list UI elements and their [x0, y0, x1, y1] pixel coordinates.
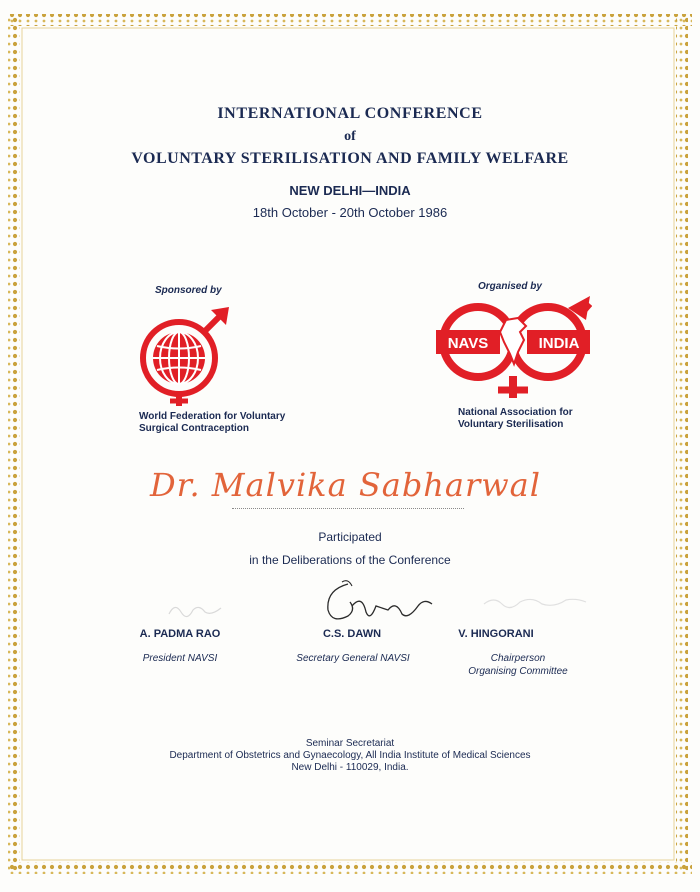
- conference-dates: 18th October - 20th October 1986: [252, 205, 448, 220]
- secretariat-heading: Seminar Secretariat: [305, 738, 395, 749]
- india-logo-text: INDIA: [538, 335, 580, 352]
- signatory-title-line: Chairperson: [490, 653, 546, 664]
- signatory-title-hingorani: [438, 652, 598, 678]
- deliberations-text: in the Deliberations of the Conference: [249, 553, 451, 567]
- signature-padma-rao: [165, 598, 225, 620]
- signatory-title-line: Organising Committee: [468, 666, 568, 677]
- conference-title-of: of: [344, 129, 356, 144]
- signatory-name-padma-rao: A. PADMA RAO: [139, 628, 221, 640]
- participated-text: Participated: [318, 530, 382, 544]
- signatory-title-padma-rao: [95, 652, 265, 665]
- signatory-title-line: President NAVSI: [142, 653, 218, 664]
- navs-logo-text: NAVS: [447, 335, 489, 352]
- name-dotted-line: [232, 508, 464, 509]
- signature-v-hingorani: [480, 590, 590, 614]
- signatory-name-hingorani: V. HINGORANI: [458, 628, 534, 640]
- conference-subtitle: VOLUNTARY STERILISATION AND FAMILY WELFARE: [131, 150, 569, 167]
- sponsor-name-line1: World Federation for Voluntary: [139, 411, 286, 422]
- conference-location: NEW DELHI—INDIA: [289, 183, 411, 198]
- secretariat-address: New Delhi - 110029, India.: [291, 762, 409, 773]
- signatory-title-cs-dawn: [268, 652, 438, 665]
- globe-with-gender-symbol-icon: [131, 304, 236, 409]
- conference-title: INTERNATIONAL CONFERENCE: [217, 105, 483, 122]
- signatory-title-line: Secretary General NAVSI: [296, 653, 410, 664]
- organiser-name: [458, 407, 628, 431]
- sponsored-by-label: Sponsored by: [155, 285, 222, 296]
- organised-by-label: Organised by: [478, 281, 542, 292]
- secretariat-department: Department of Obstetrics and Gynaecology, All India Institute of Medical Sciences: [169, 750, 531, 761]
- signatory-name-cs-dawn: C.S. DAWN: [322, 628, 382, 640]
- sponsor-name: [139, 411, 309, 435]
- india-map-gender-symbol-icon: [434, 292, 592, 404]
- sponsor-name-line2: Surgical Contraception: [139, 423, 250, 434]
- organiser-name-line1: National Association for: [458, 407, 573, 418]
- organiser-name-line2: Voluntary Sterilisation: [458, 419, 564, 430]
- recipient-name: Dr. Malvika Sabharwal: [150, 466, 541, 504]
- signature-cs-dawn: [318, 576, 438, 630]
